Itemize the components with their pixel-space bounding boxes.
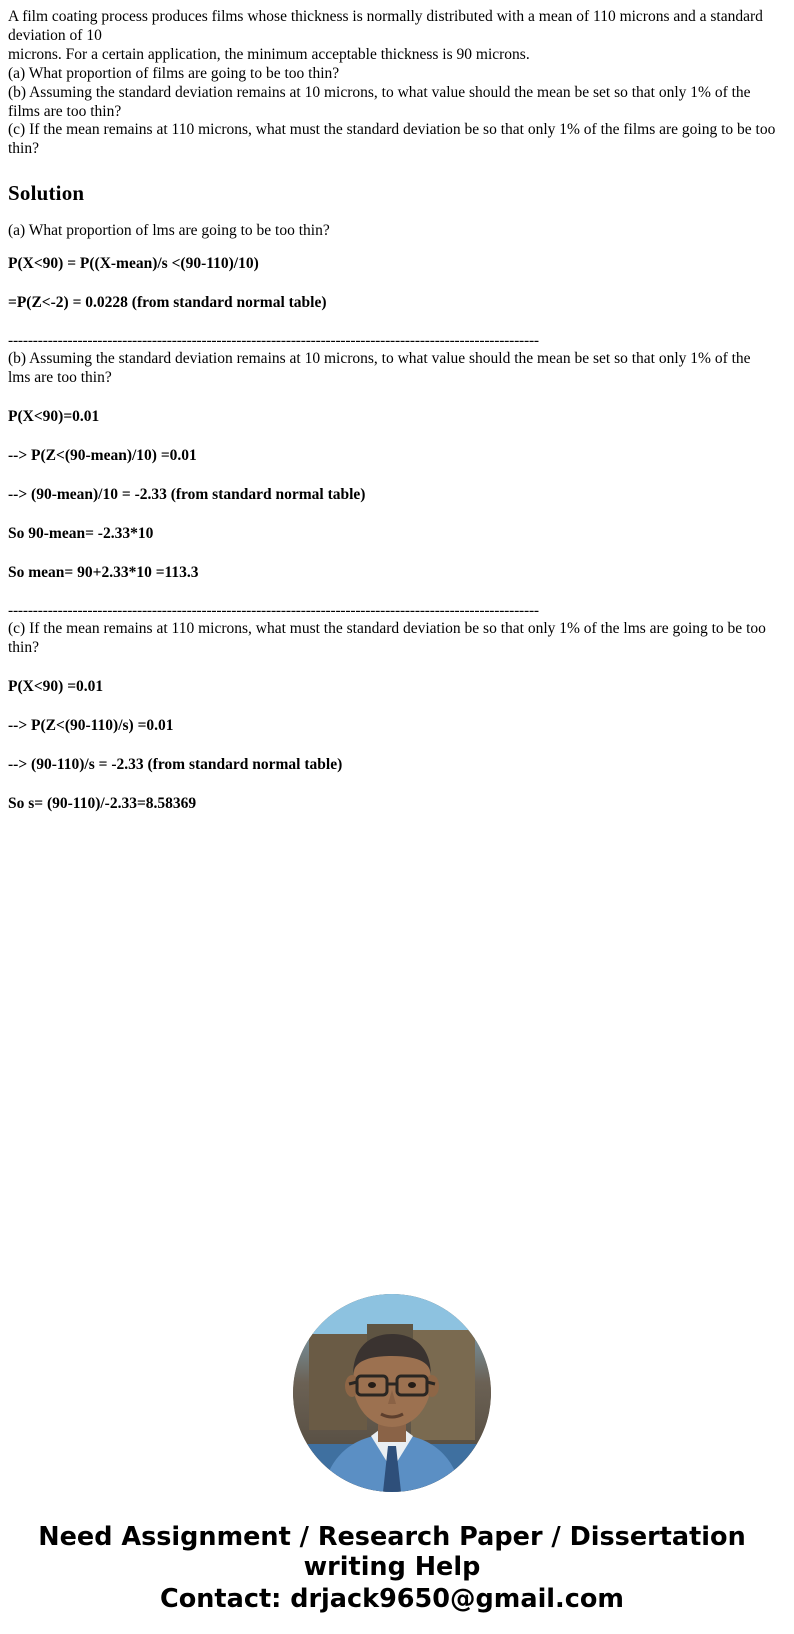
promo-line-1: Need Assignment / Research Paper / Dissertation	[38, 1521, 746, 1552]
question-line-2: microns. For a certain application, the minimum acceptable thickness is 90 microns.	[8, 45, 530, 63]
section-divider-2: -----------------------------------------------------------------------------------------------------------	[8, 602, 539, 619]
part-b-step-1: P(X<90)=0.01	[8, 408, 100, 426]
part-b-step-2: --> P(Z<(90-mean)/10) =0.01	[8, 447, 197, 465]
part-c-step-1: P(X<90) =0.01	[8, 678, 104, 696]
part-b-step-5: So mean= 90+2.33*10 =113.3	[8, 563, 199, 581]
promo-line-2: writing Help	[303, 1551, 481, 1582]
part-a-step-2: =P(Z<-2) = 0.0228 (from standard normal table)	[8, 294, 327, 312]
question-block	[8, 8, 776, 159]
question-line-1: A film coating process produces films whose thickness is normally distributed with a mean of 110 microns and a standard deviation of 10	[8, 8, 763, 44]
part-b-prompt: (b) Assuming the standard deviation remains at 10 microns, to what value should the mean be set so that only 1% of the lms are too thin?	[8, 350, 751, 387]
document-footer	[8, 1294, 776, 1634]
part-c-step-2: --> P(Z<(90-110)/s) =0.01	[8, 717, 174, 735]
question-line-3: (a) What proportion of films are going to be too thin?	[8, 64, 340, 82]
promo-text	[22, 1522, 762, 1614]
part-c-step-4: So s= (90-110)/-2.33=8.58369	[8, 794, 197, 812]
avatar-wrapper	[8, 1294, 776, 1492]
avatar	[293, 1294, 491, 1492]
solution-heading: Solution	[8, 181, 85, 206]
part-b-step-3: --> (90-mean)/10 = -2.33 (from standard normal table)	[8, 486, 366, 504]
profile-photo-icon	[293, 1294, 491, 1492]
part-b-step-4: So 90-mean= -2.33*10	[8, 525, 154, 542]
section-divider-1: -----------------------------------------------------------------------------------------------------------	[8, 332, 539, 349]
contact-line: Contact: drjack9650@gmail.com	[160, 1583, 624, 1614]
part-a-step-1: P(X<90) = P((X-mean)/s <(90-110)/10)	[8, 255, 259, 273]
part-c-step-3: --> (90-110)/s = -2.33 (from standard normal table)	[8, 755, 343, 773]
question-line-4: (b) Assuming the standard deviation remains at 10 microns, to what value should the mean be set so that only 1% of the films are too thin?	[8, 83, 751, 120]
page-spacer	[8, 834, 776, 1234]
question-line-5: (c) If the mean remains at 110 microns, what must the standard deviation be so that only 1% of the films are going to be too thin?	[8, 121, 776, 158]
part-c-prompt: (c) If the mean remains at 110 microns, what must the standard deviation be so that only 1% of the lms are going to be too thin?	[8, 620, 766, 657]
part-a-prompt: (a) What proportion of lms are going to be too thin?	[8, 222, 330, 240]
